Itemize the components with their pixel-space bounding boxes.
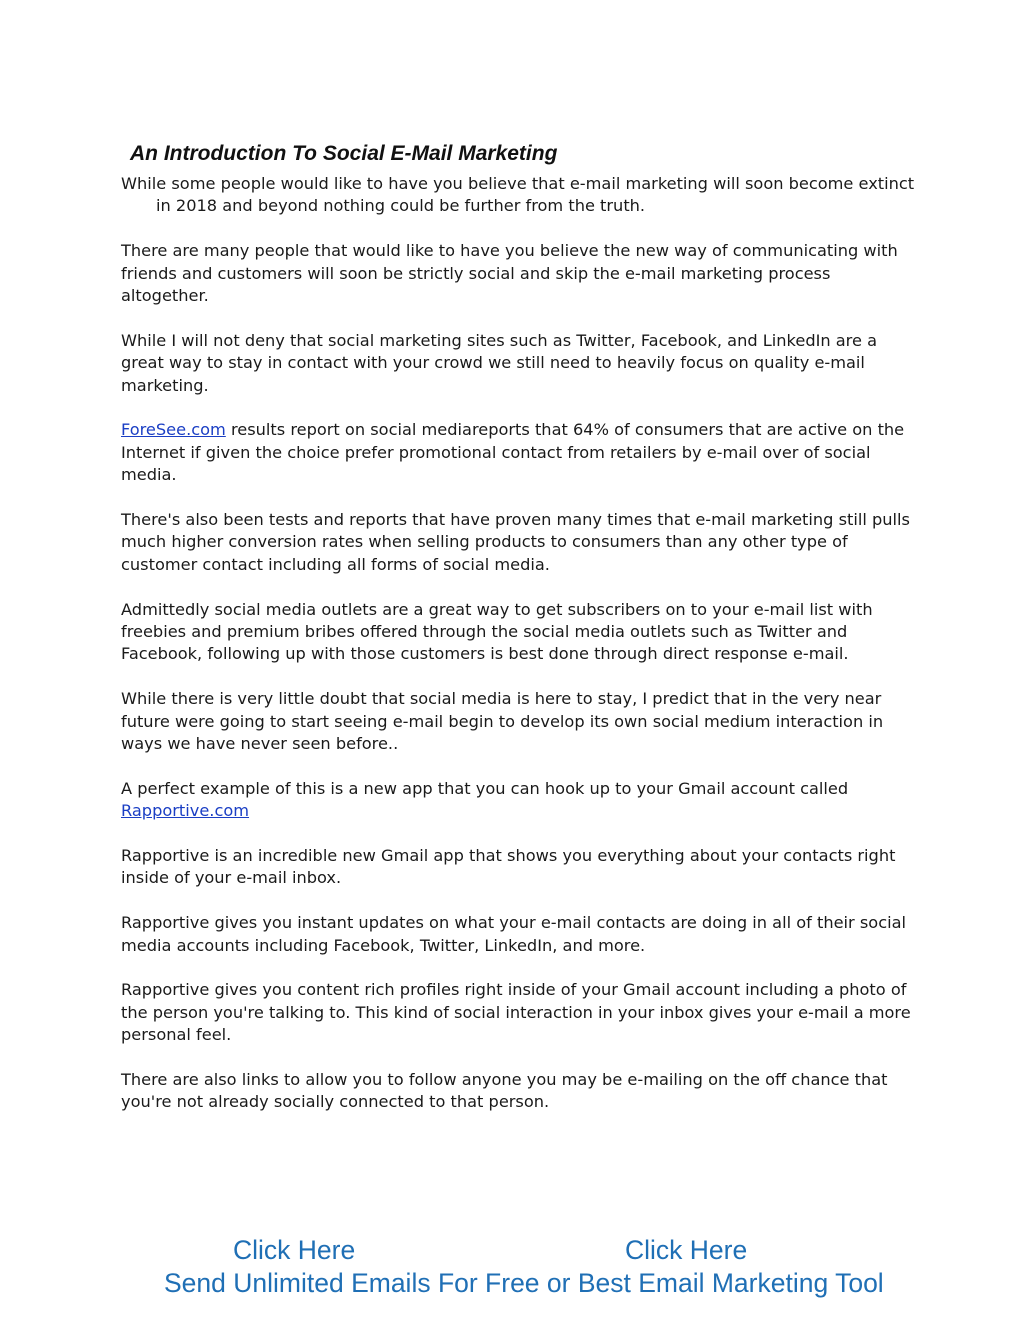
click-here-link-right[interactable]: Click Here <box>625 1235 748 1265</box>
paragraph-intro: While some people would like to have you believe that e-mail marketing will soon become extinct in 2018 and beyond nothing could be further from the truth. <box>121 174 915 216</box>
paragraph: While there is very little doubt that social media is here to stay, I predict that in the very near future were going to start seeing e-mail begin to develop its own social medium interaction in ways we have never seen before.. <box>121 689 884 754</box>
footer-promo-link[interactable]: Send Unlimited Emails For Free or Best Email Marketing Tool <box>164 1268 884 1298</box>
paragraph: There are many people that would like to have you believe the new way of communicating with friends and customers will soon be strictly social and skip the e-mail marketing process altogether. <box>121 241 898 306</box>
rapportive-link[interactable]: Rapportive.com <box>121 801 250 821</box>
paragraph-text: results report on social mediareports that 64% of consumers that are active on the Internet if given the choice prefer promotional contact from retailers by e-mail over of social media. <box>121 420 905 485</box>
page-title: An Introduction To Social E-Mail Marketing <box>130 142 558 165</box>
paragraph: Admittedly social media outlets are a great way to get subscribers on to your e-mail list with freebies and premium bribes offered through the social media outlets such as Twitter and Facebook, following up with those customers is best done through direct response e-mail. <box>121 599 873 664</box>
paragraph-foresee <box>121 419 921 486</box>
paragraph-rapportive <box>121 778 921 823</box>
paragraph: There are also links to allow you to follow anyone you may be e-mailing on the off chance that you're not already socially connected to that person. <box>121 1070 888 1112</box>
paragraph: Rapportive gives you instant updates on what your e-mail contacts are doing in all of their social media accounts including Facebook, Twitter, LinkedIn, and more. <box>121 913 907 955</box>
paragraph: Rapportive is an incredible new Gmail app that shows you everything about your contacts right inside of your e-mail inbox. <box>121 846 896 888</box>
click-here-link-left[interactable]: Click Here <box>233 1235 356 1265</box>
foresee-link[interactable]: ForeSee.com <box>121 420 226 440</box>
article-body <box>121 173 921 1136</box>
paragraph: While I will not deny that social marketing sites such as Twitter, Facebook, and LinkedIn are a great way to stay in contact with your crowd we still need to heavily focus on quality e-mail marketing. <box>121 330 878 395</box>
paragraph: Rapportive gives you content rich profiles right inside of your Gmail account including a photo of the person you're talking to. This kind of social interaction in your inbox gives your e-mail a more personal feel. <box>121 980 911 1045</box>
paragraph: There's also been tests and reports that have proven many times that e-mail marketing still pulls much higher conversion rates when selling products to consumers than any other type of customer contact including all forms of social media. <box>121 510 910 574</box>
paragraph-text: A perfect example of this is a new app that you can hook up to your Gmail account called <box>121 778 849 798</box>
